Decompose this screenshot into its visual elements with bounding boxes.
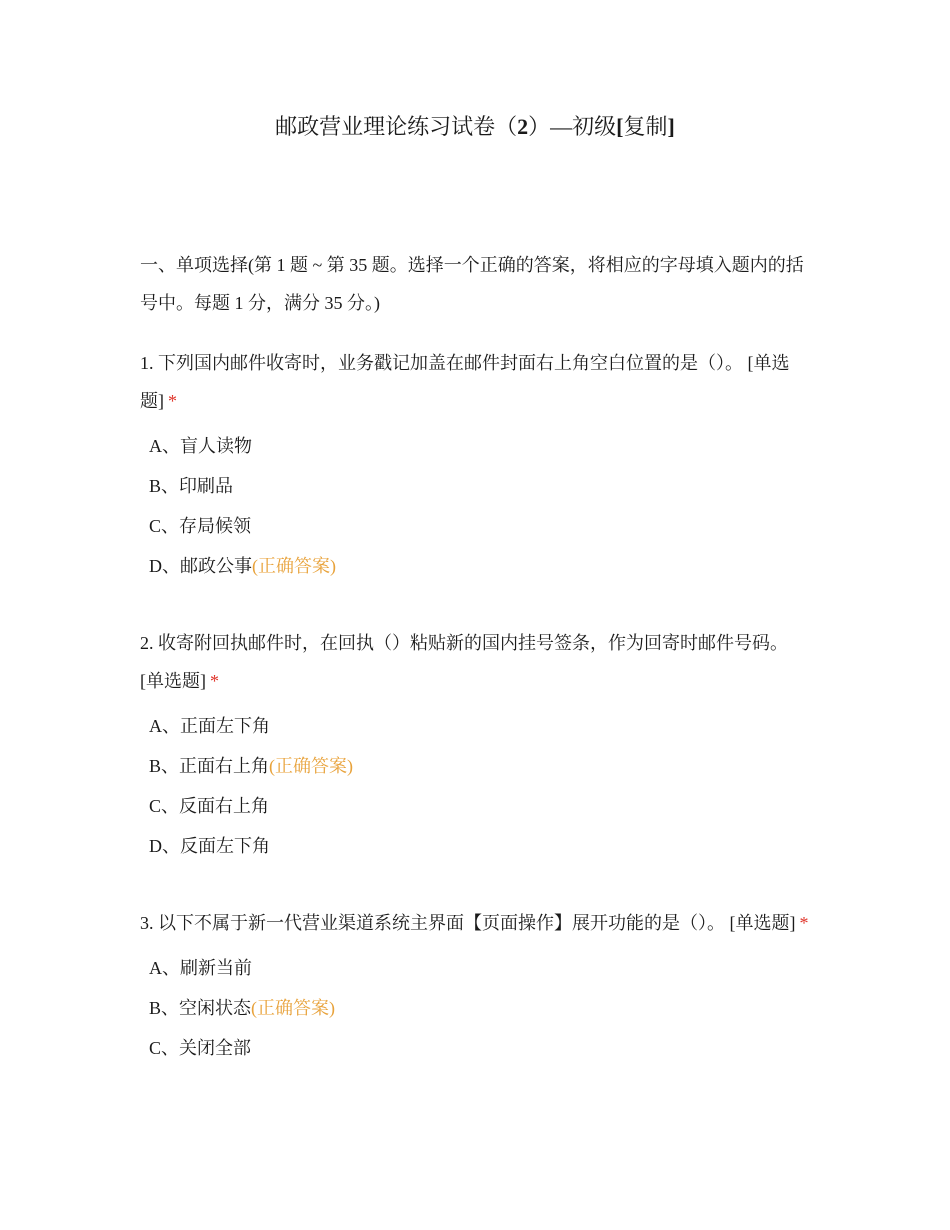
title-bracket-close: ] [667, 114, 675, 139]
question-text [140, 904, 810, 942]
option-list [140, 426, 810, 586]
question-text [140, 344, 810, 420]
option-label: A、盲人读物 [149, 436, 252, 456]
option-item [140, 1028, 810, 1068]
question-3-text: 3. 以下不属于新一代营业渠道系统主界面【页面操作】展开功能的是（）。 [单选题] [140, 913, 796, 933]
option-item [140, 826, 810, 866]
option-label: B、印刷品 [149, 476, 234, 496]
option-label: D、反面左下角 [149, 836, 270, 856]
option-label: C、存局候领 [149, 516, 252, 536]
question-1 [140, 344, 810, 586]
correct-answer-tag: (正确答案) [252, 556, 336, 576]
section-intro: 一、单项选择(第 1 题 ~ 第 35 题。选择一个正确的答案，将相应的字母填入题内的括号中。每题 1 分，满分 35 分。) [140, 255, 804, 313]
option-item [140, 988, 810, 1028]
exam-title [0, 111, 950, 143]
question-2 [140, 624, 810, 866]
option-item [140, 786, 810, 826]
correct-answer-tag: (正确答案) [269, 756, 354, 776]
title-part-3: 复制 [623, 114, 668, 139]
title-part-2: ）—初级 [528, 114, 617, 139]
option-label: A、正面左下角 [149, 716, 270, 736]
required-mark: * [799, 913, 809, 933]
option-item [140, 426, 810, 466]
option-label: C、关闭全部 [149, 1038, 252, 1058]
option-list [140, 706, 810, 866]
option-item [140, 466, 810, 506]
option-item [140, 706, 810, 746]
option-label: B、正面右上角 [149, 756, 270, 776]
option-label: B、空闲状态 [149, 998, 252, 1018]
option-item [140, 948, 810, 988]
title-bracket-open: [ [616, 114, 624, 139]
option-list [140, 948, 810, 1068]
option-label: C、反面右上角 [149, 796, 270, 816]
correct-answer-tag: (正确答案) [251, 998, 336, 1018]
option-item [140, 746, 810, 786]
required-mark: * [168, 391, 177, 411]
option-label: A、刷新当前 [149, 958, 252, 978]
title-part-1: 邮政营业理论练习试卷（ [275, 114, 518, 139]
option-label: D、邮政公事 [149, 556, 252, 576]
question-2-text: 2. 收寄附回执邮件时，在回执（）粘贴新的国内挂号签条，作为回寄时邮件号码。 [单选题] [140, 633, 788, 691]
question-3 [140, 904, 810, 1068]
question-text [140, 624, 810, 700]
question-1-text: 1. 下列国内邮件收寄时，业务戳记加盖在邮件封面右上角空白位置的是（）。 [单选题] [140, 353, 790, 411]
required-mark: * [210, 671, 219, 691]
option-item [140, 546, 810, 586]
title-number: 2 [517, 114, 529, 139]
option-item [140, 506, 810, 546]
